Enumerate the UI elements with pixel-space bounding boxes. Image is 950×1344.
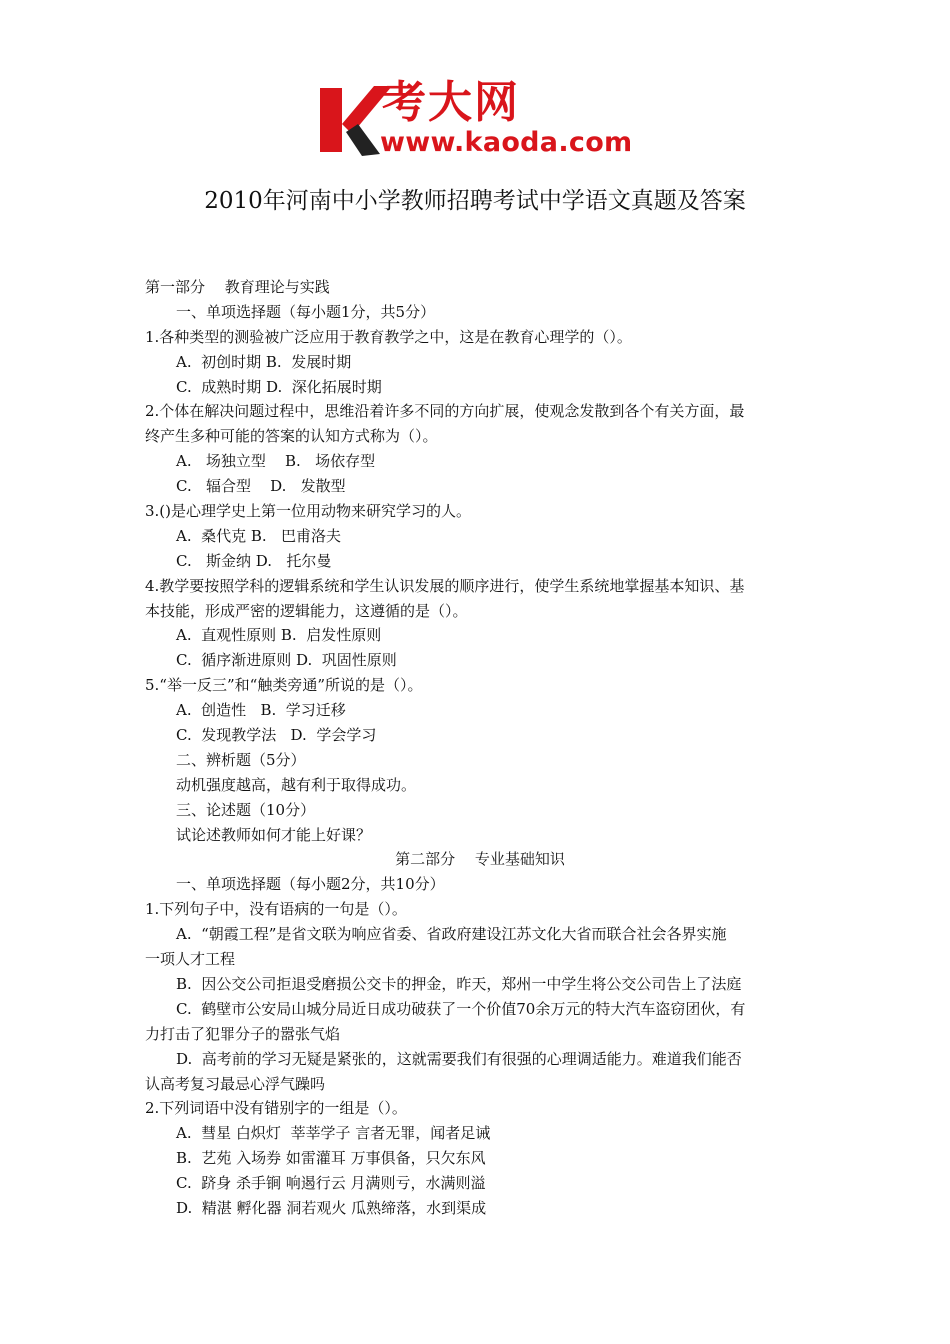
- text-line: 4.教学要按照学科的逻辑系统和学生认识发展的顺序进行，使学生系统地掌握基本知识、基: [145, 576, 745, 595]
- text-line: 认高考复习最忌心浮气躁吗: [145, 1074, 326, 1093]
- text-line: A. 桑代克 B. 巴甫洛夫: [176, 526, 342, 545]
- text-line: C. 发现教学法 D. 学会学习: [176, 726, 377, 745]
- text-line: A. 直观性原则 B. 启发性原则: [176, 626, 382, 645]
- text-line: 一、单项选择题（每小题1分，共5分）: [176, 302, 436, 321]
- kaoda-logo: [318, 77, 638, 160]
- text-line: B. 艺苑 入场券 如雷灌耳 万事俱备，只欠东风: [176, 1149, 486, 1168]
- text-line: 二、辨析题（5分）: [176, 750, 306, 769]
- text-line: 2.下列词语中没有错别字的一组是（）。: [145, 1099, 407, 1118]
- text-line: A. 彗星 白炽灯 莘莘学子 言者无罪，闻者足诫: [176, 1124, 491, 1143]
- text-line: 2.个体在解决问题过程中，思维沿着许多不同的方向扩展，使观念发散到各个有关方面，最: [145, 402, 745, 421]
- text-line: C. 辐合型 D. 发散型: [176, 477, 346, 496]
- text-line: 一项人才工程: [145, 950, 236, 969]
- text-line: C. 斯金纳 D. 托尔曼: [176, 551, 332, 570]
- text-line: 三、论述题（10分）: [176, 800, 316, 819]
- text-line: 终产生多种可能的答案的认知方式称为（）。: [145, 427, 438, 446]
- text-line: 1.各种类型的测验被广泛应用于教育教学之中，这是在教育心理学的（）。: [145, 327, 632, 346]
- text-line: C. 跻身 杀手锏 响遏行云 月满则亏，水满则溢: [176, 1174, 486, 1193]
- text-line: 3.()是心理学史上第一位用动物来研究学习的人。: [145, 502, 472, 521]
- text-line: B. 因公交公司拒退受磨损公交卡的押金，昨天，郑州一中学生将公交公司告上了法庭: [176, 974, 742, 993]
- text-line: D. 精湛 孵化器 洞若观火 瓜熟缔落，水到渠成: [176, 1198, 487, 1217]
- text-line: C. 成熟时期 D. 深化拓展时期: [176, 377, 382, 396]
- logo-url-text: www.kaoda.com: [380, 127, 633, 158]
- document-title: 2010年河南中小学教师招聘考试中学语文真题及答案: [204, 188, 746, 214]
- text-line: 力打击了犯罪分子的嚣张气焰: [145, 1024, 341, 1043]
- logo-brand-text: 考大网: [382, 77, 520, 128]
- text-line: 1.下列句子中，没有语病的一句是（）。: [145, 900, 407, 919]
- text-line: A. 初创时期 B. 发展时期: [176, 352, 352, 371]
- text-line: 第二部分 专业基础知识: [395, 850, 565, 869]
- text-line: 本技能，形成严密的逻辑能力，这遵循的是（）。: [145, 601, 468, 620]
- text-line: 一、单项选择题（每小题2分，共10分）: [176, 875, 445, 894]
- text-line: 第一部分 教育理论与实践: [145, 278, 330, 296]
- text-line: 5.“举一反三”和“触类旁通”所说的是（）。: [145, 676, 423, 695]
- text-line: D. 高考前的学习无疑是紧张的，这就需要我们有很强的心理调适能力。难道我们能否: [176, 1049, 742, 1068]
- text-line: A. 创造性 B. 学习迁移: [176, 701, 346, 720]
- text-line: C. 鹤壁市公安局山城分局近日成功破获了一个价值70余万元的特大汽车盗窃团伙，有: [176, 999, 746, 1018]
- text-line: C. 循序渐进原则 D. 巩固性原则: [176, 651, 397, 670]
- text-line: 动机强度越高，越有利于取得成功。: [176, 775, 417, 794]
- text-line: A. “朝霞工程”是省文联为响应省委、省政府建设江苏文化大省而联合社会各界实施: [176, 925, 727, 944]
- text-line: A. 场独立型 B. 场依存型: [176, 452, 376, 471]
- document-body: [145, 275, 815, 1221]
- text-line: 试论述教师如何才能上好课？: [176, 825, 372, 844]
